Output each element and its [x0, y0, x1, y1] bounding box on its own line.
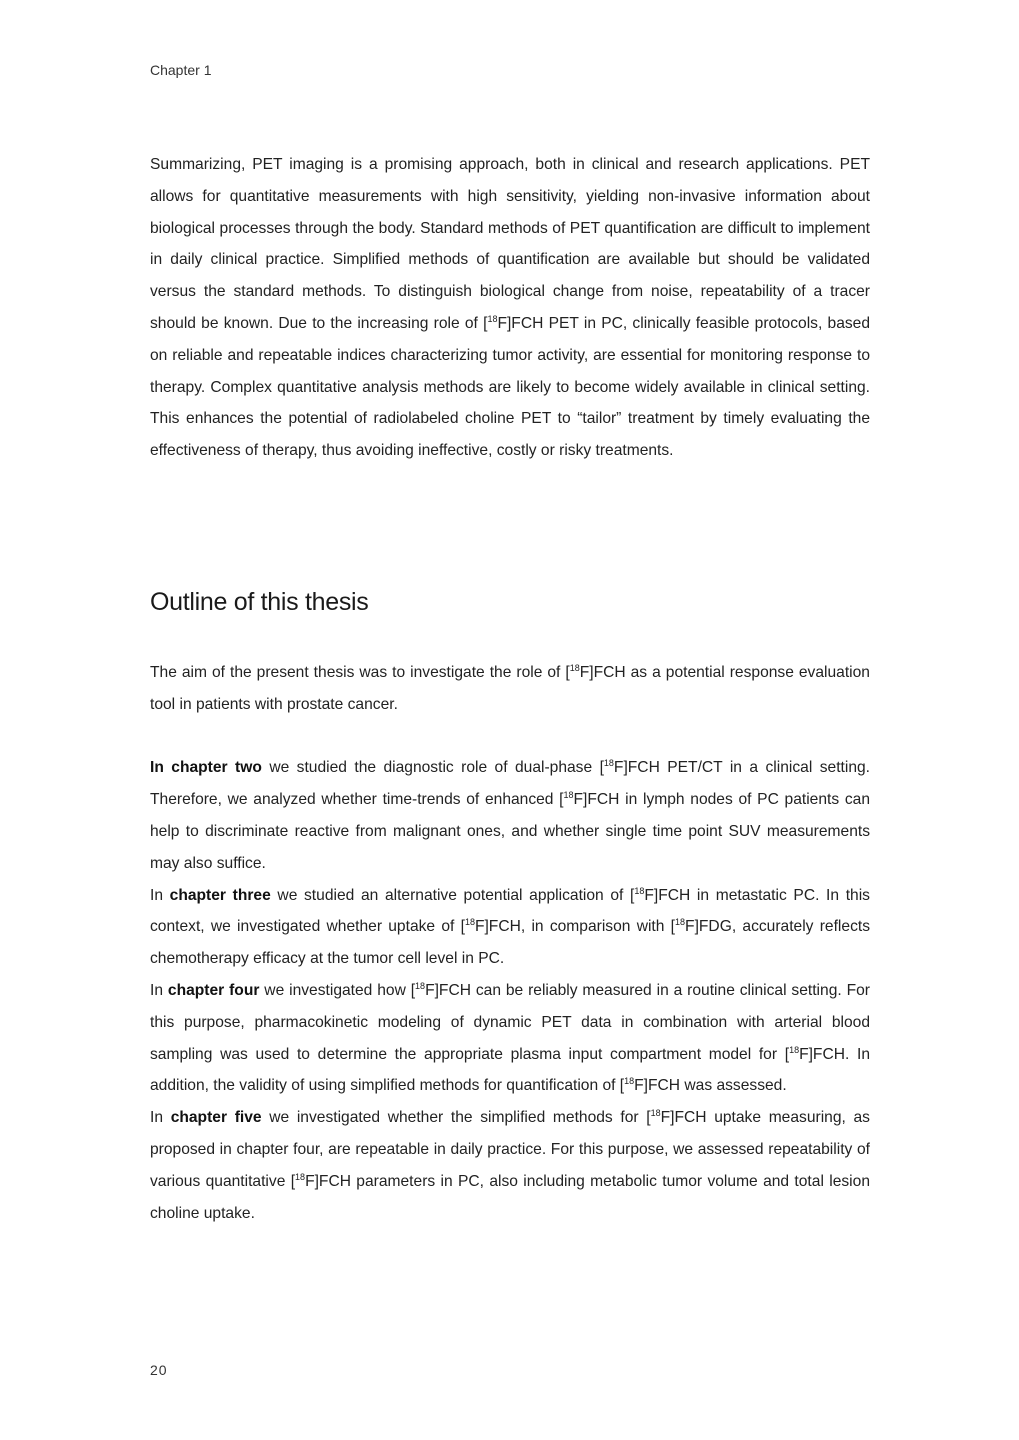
section-heading: Outline of this thesis — [150, 588, 369, 616]
chapter-three-paragraph — [150, 880, 870, 975]
isotope-superscript: 18 — [415, 980, 426, 991]
text-run: F]FCH parameters in PC, also including metabolic tumor volume and total lesion choline uptake. — [150, 1172, 870, 1222]
text-run: F]FCH uptake measuring, as proposed in chapter four, are repeatable in daily practice. For this purpose, we assessed repeatability of various quantitative [ — [150, 1109, 870, 1190]
text-run: F]FCH PET/CT in a clinical setting. Therefore, we analyzed whether time-trends of enhanced [ — [150, 759, 870, 809]
text-run: The aim of the present thesis was to investigate the role of [ — [150, 664, 570, 681]
text-run: In — [150, 981, 168, 999]
isotope-superscript: 18 — [569, 663, 580, 673]
text-run: In — [150, 1109, 171, 1127]
isotope-superscript: 18 — [603, 758, 614, 769]
text-run: F]FCH in metastatic PC. In this context, we investigated whether uptake of [ — [150, 886, 870, 936]
chapter-five-paragraph — [150, 1102, 870, 1229]
text-run: we studied the diagnostic role of dual-phase [ — [261, 759, 604, 777]
isotope-superscript: 18 — [487, 313, 498, 324]
isotope-superscript: 18 — [650, 1108, 661, 1119]
isotope-superscript: 18 — [624, 1076, 635, 1087]
chapter-emphasis: chapter three — [169, 886, 271, 904]
text-run: we studied an alternative potential application of [ — [270, 886, 635, 904]
isotope-superscript: 18 — [634, 885, 645, 896]
text-run: we investigated how [ — [259, 981, 416, 999]
text-run: F]FCH PET in PC, clinically feasible protocols, based on reliable and repeatable indices characterizing tumor activity, are essential for monitoring response to therapy. Complex quantitative analysis methods are likely to become widely available in clinical setting. This enhances the potential of radiolabeled choline PET to “tailor” treatment by timely evaluating the effectiveness of therapy, thus avoiding ineffective, costly or risky treatments. — [150, 314, 871, 460]
chapter-emphasis: In chapter two — [150, 759, 262, 777]
isotope-superscript: 18 — [675, 917, 686, 928]
text-run: F]FCH as a potential response evaluation tool in patients with prostate cancer. — [150, 664, 870, 713]
text-run: Summarizing, PET imaging is a promising approach, both in clinical and research applications. PET allows for quantitative measurements with high sensitivity, yielding non-invasive information about biological processes through the body. Standard methods of PET quantification are difficult to implement in daily clinical practice. Simplified methods of quantification are available but should be validated versus the standard methods. To distinguish biological change from noise, repeatability of a tracer should be known. Due to the increasing role of [ — [150, 156, 870, 332]
isotope-superscript: 18 — [563, 790, 574, 801]
text-run: F]FCH, in comparison with [ — [474, 918, 676, 936]
outline-section — [150, 657, 870, 1229]
summary-paragraph — [150, 149, 870, 467]
summary-section — [150, 149, 870, 467]
isotope-superscript: 18 — [464, 917, 475, 928]
text-run: F]FCH. In addition, the validity of using simplified methods for quantification of [ — [150, 1045, 870, 1095]
isotope-superscript: 18 — [789, 1044, 800, 1055]
running-head: Chapter 1 — [150, 62, 212, 78]
isotope-superscript: 18 — [295, 1171, 306, 1182]
chapter-emphasis: chapter five — [170, 1109, 262, 1127]
text-run: In — [150, 886, 170, 904]
chapter-emphasis: chapter four — [167, 981, 260, 999]
chapter-four-paragraph — [150, 975, 870, 1102]
text-run: we investigated whether the simplified methods for [ — [261, 1109, 651, 1127]
page-number: 20 — [150, 1362, 168, 1378]
text-run: F]FCH in lymph nodes of PC patients can help to discriminate reactive from malignant ones, and whether single time point SUV measurements may also suffice. — [150, 791, 870, 872]
outline-aim-paragraph — [150, 657, 870, 721]
text-run: F]FCH was assessed. — [634, 1077, 787, 1095]
text-run: F]FCH can be reliably measured in a routine clinical setting. For this purpose, pharmacokinetic modeling of dynamic PET data in combination with arterial blood sampling was used to determine the appropriate plasma input compartment model for [ — [150, 981, 870, 1063]
chapter-two-paragraph — [150, 752, 870, 879]
text-run: F]FDG, accurately reflects chemotherapy efficacy at the tumor cell level in PC. — [150, 918, 870, 968]
